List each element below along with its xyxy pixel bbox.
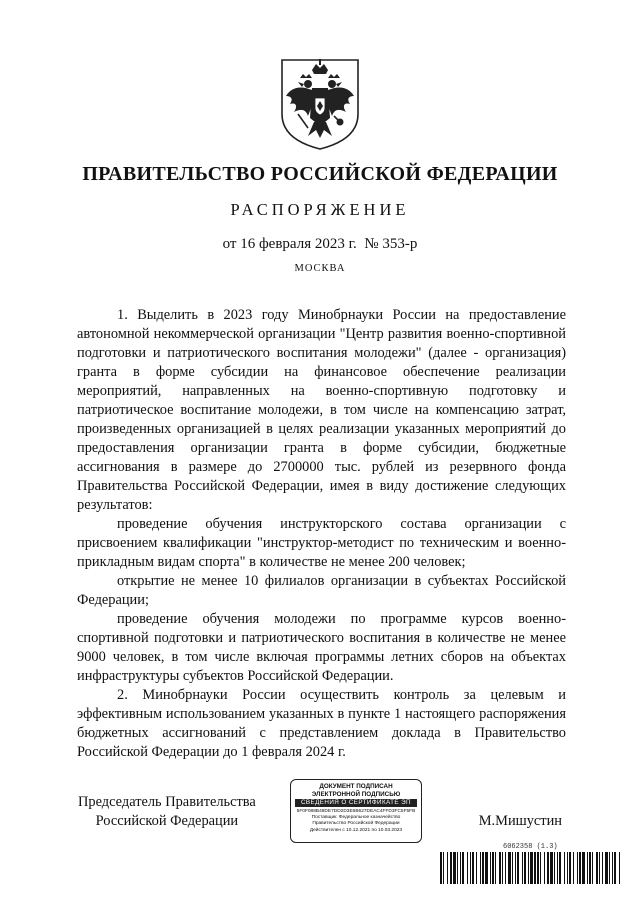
document-type: РАСПОРЯЖЕНИЕ: [230, 200, 410, 219]
stamp-heading: [291, 783, 421, 798]
russian-coat-of-arms-icon: [278, 56, 362, 152]
stamp-validity: Действителен с 10.12.2021 по 10.03.2023: [309, 827, 403, 833]
signatory-name: М.Мишустин: [478, 813, 562, 829]
barcode-number: 6062358 (1.3): [503, 843, 558, 851]
stamp-issuer-1: Поставщик: Федеральное казначейство: [311, 815, 401, 821]
signatory-position-line-1: Председатель Правительства: [78, 794, 256, 810]
document-city: МОСКВА: [294, 263, 346, 274]
paragraph-result-2: открытие не менее 10 филиалов организации в субъектах Российской Федерации;: [77, 573, 566, 608]
document-body: [77, 306, 566, 762]
stamp-line-2: ЭЛЕКТРОННОЙ ПОДПИСЬЮ: [311, 790, 401, 798]
electronic-signature-stamp: [290, 779, 422, 843]
signatory-position-line-2: Российской Федерации: [95, 813, 239, 829]
document-date-number: от 16 февраля 2023 г. № 353-р: [222, 236, 418, 252]
stamp-certificate-bar: СВЕДЕНИЯ О СЕРТИФИКАТЕ ЭП: [295, 799, 417, 807]
stamp-certificate-id: 5F0F088B48DE7DD2D3E6B627DEAC4FFD3FC5F5FB: [296, 809, 416, 814]
paragraph-result-3: проведение обучения молодежи по программе курсов военно-спортивной подготовки и патриотического воспитания в количестве не менее 9000 человек, в том числе включая программы летних сборов на объектах инфраструктуры субъектов Российской Федерации.: [77, 611, 566, 684]
paragraph-2: 2. Минобрнауки России осуществить контроль за целевым и эффективным использованием указанных в пункте 1 настоящего распоряжения бюджетных ассигнований с представлением доклада в Правительство Российской Федерации до 1 февраля 2024 г.: [77, 687, 566, 760]
government-title: ПРАВИТЕЛЬСТВО РОССИЙСКОЙ ФЕДЕРАЦИИ: [82, 163, 558, 185]
stamp-issuer-2: Правительство Российской Федерации: [312, 821, 400, 827]
stamp-line-1: ДОКУМЕНТ ПОДПИСАН: [319, 783, 393, 790]
paragraph-result-1: проведение обучения инструкторского состава организации с присвоением квалификации "инструктор-методист по техническим и военно-прикладным видам спорта" в количестве не менее 200 человек;: [77, 516, 566, 570]
barcode-icon: [440, 852, 620, 884]
paragraph-1: 1. Выделить в 2023 году Минобрнауки России на предоставление автономной некоммерческой организации "Центр развития военно-спортивной подготовки и патриотического воспитания молодежи" (далее - организация) гранта в форме субсидии на финансовое обеспечение реализации мероприятий, направленных на военно-спортивную подготовку и патриотическое воспитание молодежи, в том числе на компенсацию затрат, произведенных организацией в целях реализации указанных мероприятий до предоставления организации гранта в форме субсидии, бюджетные ассигнования в размере до 2700000 тыс. рублей из резервного фонда Правительства Российской Федерации, имея в виду достижение следующих результатов:: [77, 307, 566, 513]
signatory-position: [78, 793, 256, 831]
